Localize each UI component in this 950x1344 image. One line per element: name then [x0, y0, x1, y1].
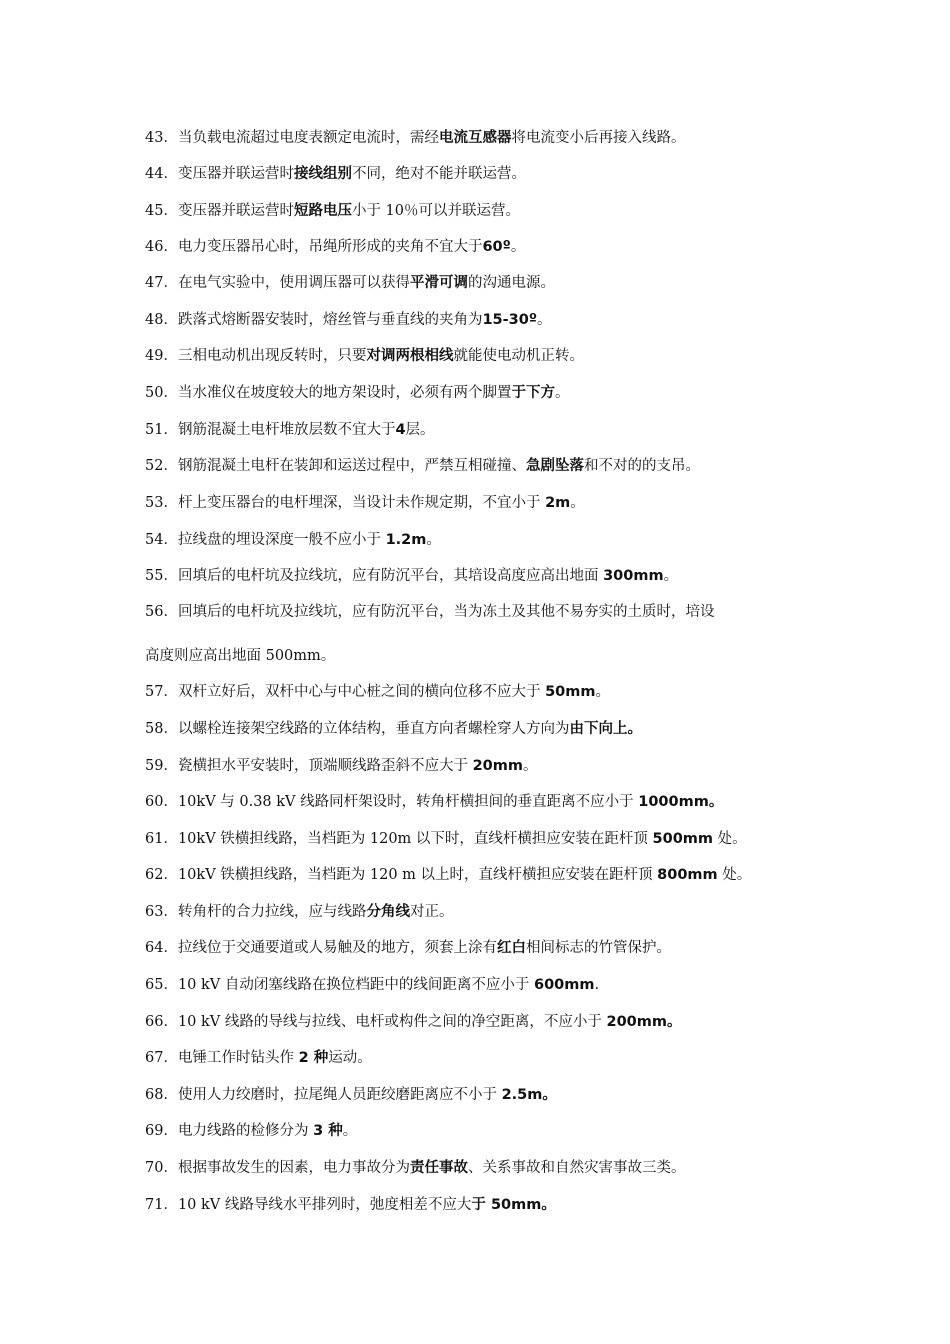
- question-line: [145, 164, 526, 184]
- question-line: [145, 456, 700, 476]
- question-line: [145, 310, 552, 330]
- question-line: [145, 128, 685, 148]
- question-text: 处。: [717, 867, 752, 883]
- question-text: 对正。: [409, 904, 454, 920]
- question-text: 62．10kV 铁横担线路，当档距为 120 m 以上时，直线杆横担应安装在距杆顶: [145, 867, 658, 883]
- question-text: 、关系事故和自然灾害事故三类。: [467, 1160, 686, 1176]
- question-text: 。: [426, 532, 441, 548]
- question-line: [145, 792, 723, 812]
- question-line: [145, 201, 520, 221]
- question-line: [145, 1048, 372, 1068]
- question-text: 运动。: [328, 1050, 372, 1066]
- question-text: 56．回填后的电杆坑及拉线坑，应有防沉平台，当为冻土及其他不易夯实的土质时，培设: [145, 604, 715, 620]
- question-text: 43．当负载电流超过电度表额定电流时，需经: [145, 130, 439, 146]
- question-line: [145, 829, 747, 849]
- question-line: [145, 1121, 357, 1141]
- question-text: 。: [595, 684, 610, 700]
- question-text: 59．瓷横担水平安装时，顶端顺线路歪斜不应大于: [145, 758, 473, 774]
- question-text: 50．当水准仪在坡度较大的地方架设时，必须有两个脚置: [145, 385, 512, 401]
- answer-text: 60º: [482, 239, 511, 255]
- question-line: [145, 1012, 681, 1032]
- answer-text: 500mm: [652, 831, 714, 847]
- question-text: 52．钢筋混凝土电杆在装卸和运送过程中，严禁互相碰撞、: [145, 458, 526, 474]
- answer-text: 2.5m。: [501, 1087, 557, 1103]
- question-text: 44．变压器并联运营时: [145, 166, 294, 182]
- question-text: 小于 10％可以并联运营。: [351, 203, 521, 219]
- question-text: 。: [663, 568, 679, 584]
- question-line: [145, 566, 678, 586]
- question-text: 61．10kV 铁横担线路，当档距为 120m 以下时，直线杆横担应安装在距杆顶: [145, 831, 653, 847]
- answer-text: 接线组别: [293, 166, 352, 182]
- answer-text: 电流互感器: [438, 130, 512, 146]
- question-text: 64．拉线位于交通要道或人易触及的地方，须套上涂有: [145, 940, 497, 956]
- answer-text: 800mm: [657, 867, 718, 883]
- question-line: [145, 346, 584, 366]
- question-text: 的沟通电源。: [467, 275, 555, 291]
- question-text: 60．10kV 与 0.38 kV 线路同杆架设时，转角杆横担间的垂直距离不应小于: [145, 794, 639, 810]
- question-text: 51．钢筋混凝土电杆堆放层数不宜大于: [145, 422, 396, 438]
- question-text: 。: [510, 239, 526, 255]
- question-line: [145, 719, 642, 739]
- question-text: 46．电力变压器吊心时，吊绳所形成的夹角不宜大于: [145, 239, 483, 255]
- question-continuation-line: [145, 646, 335, 666]
- answer-text: 平滑可调: [409, 275, 468, 291]
- answer-text: 300mm: [603, 568, 664, 584]
- question-text: 高度则应高出地: [145, 648, 247, 664]
- question-line: [145, 756, 537, 776]
- answer-text: 2m: [545, 495, 571, 511]
- answer-text: 20mm: [472, 758, 523, 774]
- answer-text: 于 50mm。: [471, 1197, 556, 1213]
- answer-text: 对调两根相线: [366, 348, 454, 364]
- answer-text: 急剧坠落: [525, 458, 584, 474]
- question-line: [145, 1085, 557, 1105]
- answer-text: 2 种: [298, 1050, 329, 1066]
- question-line: [145, 237, 525, 257]
- question-text: 处。: [713, 831, 747, 847]
- question-text: 47．在电气实验中，使用调压器可以获得: [145, 275, 410, 291]
- answer-text: 50mm: [545, 684, 596, 700]
- question-text: 55．回填后的电杆坑及拉线坑，应有防沉平台，其培设高度应高出地面: [145, 568, 604, 584]
- question-line: [145, 493, 585, 513]
- question-line: [145, 420, 435, 440]
- answer-text: 3 种: [313, 1123, 343, 1139]
- question-text: 将电流变小后再接入线路。: [511, 130, 686, 146]
- question-text: 69．电力线路的检修分为: [145, 1123, 314, 1139]
- question-text: 53．杆上变压器台的电杆埋深，当设计未作规定期，不宜小于: [145, 495, 546, 511]
- answer-text: 4: [395, 422, 406, 438]
- question-text: 67．电锤工作时钻头作: [145, 1050, 299, 1066]
- question-text: 。: [522, 758, 538, 774]
- question-line: [145, 273, 555, 293]
- question-line: [145, 682, 610, 702]
- question-line: [145, 1195, 556, 1215]
- question-line: [145, 938, 671, 958]
- question-text: 58．以螺栓连接架空线路的立体结构，垂直方向者螺栓穿人方向为: [145, 721, 570, 737]
- question-text: 层。: [405, 422, 435, 438]
- question-text: 54．拉线盘的埋设深度一般不应小于: [145, 532, 386, 548]
- answer-text: 200mm。: [606, 1014, 682, 1030]
- question-text: 。: [537, 312, 552, 328]
- answer-text: 分角线: [366, 904, 410, 920]
- question-line: [145, 902, 453, 922]
- answer-text: 15-30º: [482, 312, 538, 328]
- question-text: 71．10 kV 线路导线水平排列时，弛度相差不应大: [145, 1197, 472, 1213]
- question-text: 不同，绝对不能并联运营。: [351, 166, 526, 182]
- question-line: [145, 383, 569, 403]
- question-line: [145, 530, 441, 550]
- question-text: 45．变压器并联运营时: [145, 203, 294, 219]
- question-text: 就能使电动机正转。: [453, 348, 584, 364]
- answer-text: 于下方: [511, 385, 555, 401]
- question-line: [145, 865, 751, 885]
- question-line: [145, 1158, 685, 1178]
- answer-text: 责任事故: [409, 1160, 468, 1176]
- question-text: 48．跌落式熔断器安装时，熔丝管与垂直线的夹角为: [145, 312, 483, 328]
- question-line: [145, 975, 599, 995]
- question-line: [145, 602, 714, 622]
- question-text: 。: [570, 495, 585, 511]
- question-text: 和不对的的支吊。: [583, 458, 700, 474]
- answer-text: 短路电压: [293, 203, 352, 219]
- question-text: 57．双杆立好后，双杆中心与中心桩之间的横向位移不应大于: [145, 684, 546, 700]
- question-text: .: [594, 977, 600, 993]
- answer-text: 600mm: [534, 977, 595, 993]
- question-text: 70．根据事故发生的因素，电力事故分为: [145, 1160, 410, 1176]
- question-text: 63．转角杆的合力拉线，应与线路: [145, 904, 367, 920]
- answer-text: 由下向上。: [569, 721, 642, 737]
- question-text: 。: [554, 385, 570, 401]
- question-text: 49．三相电动机出现反转时，只要: [145, 348, 367, 364]
- question-text: 相间标志的竹管保护。: [525, 940, 671, 956]
- question-text: 68．使用人力绞磨时，拉尾绳人员距绞磨距离应不小于: [145, 1087, 502, 1103]
- answer-text: 面 500mm。: [246, 648, 336, 664]
- question-text: 。: [342, 1123, 358, 1139]
- answer-text: 1.2m: [385, 532, 427, 548]
- question-text: 66．10 kV 线路的导线与拉线、电杆或构件之间的净空距离，不应小于: [145, 1014, 607, 1030]
- question-text: 65．10 kV 自动闭塞线路在换位档距中的线间距离不应小于: [145, 977, 534, 993]
- answer-text: 1000mm。: [638, 794, 724, 810]
- answer-text: 红白: [496, 940, 526, 956]
